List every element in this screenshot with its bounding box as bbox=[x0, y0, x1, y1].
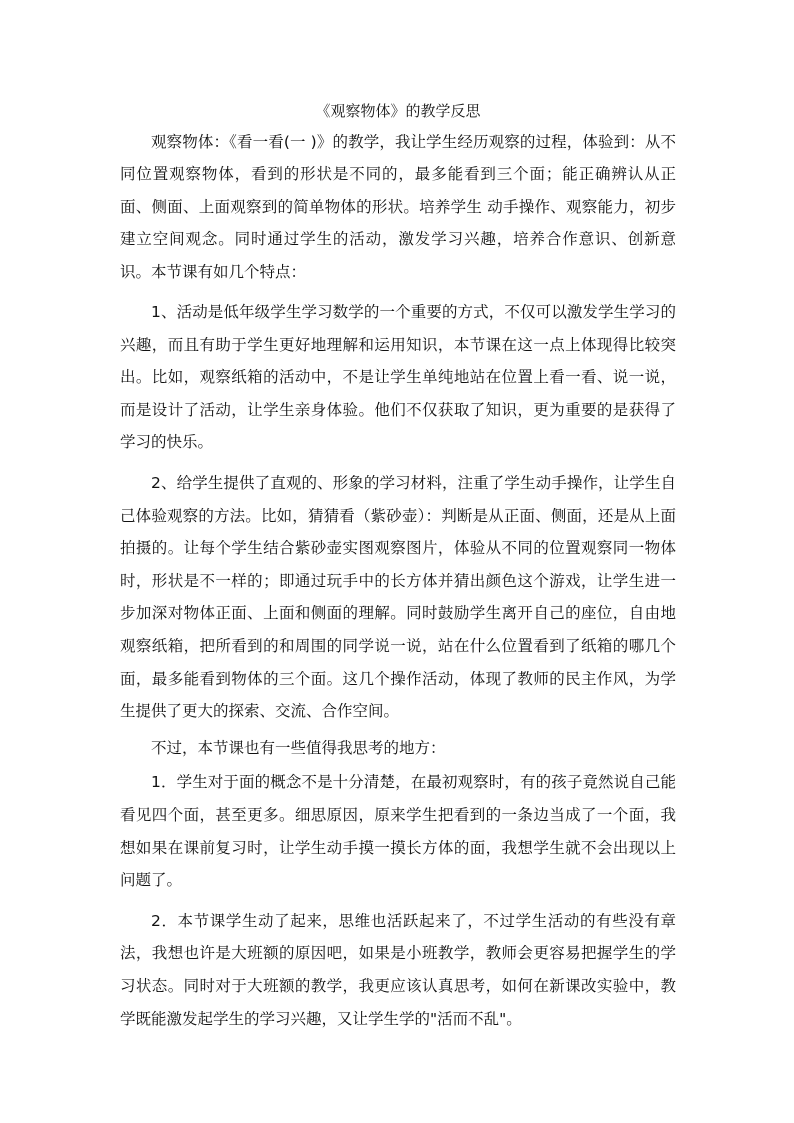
document-title: 《观察物体》的教学反思 bbox=[315, 102, 481, 120]
paragraph-feature-1: 1、活动是低年级学生学习数学的一个重要的方式，不仅可以激发学生学习的兴趣，而且有助于学生更好地理解和运用知识，本节课在这一点上体现得比较突出。比如，观察纸箱的活动中，不是让学生单纯地站在位置上看一看、说一说，而是设计了活动，让学生亲身体验。他们不仅获取了知识，更为重要的是获得了学习的快乐。 bbox=[120, 303, 676, 452]
paragraph-reflection-intro: 不过，本节课也有一些值得我思考的地方： bbox=[151, 738, 446, 757]
paragraph-reflection-2: 2．本节课学生动了起来，思维也活跃起来了，不过学生活动的有些没有章法，我想也许是大班额的原因吧，如果是小班教学，教师会更容易把握学生的学习状态。同时对于大班额的教学，我更应该认真思考，如何在新课改实验中，教学既能激发起学生的学习兴趣，又让学生学的"活而不乱"。 bbox=[120, 911, 676, 1028]
document-body bbox=[120, 99, 676, 1035]
paragraph-intro: 观察物体：《看一看(一 )》的教学，我让学生经历观察的过程，体验到：从不同位置观察物体，看到的形状是不同的，最多能看到三个面；能正确辨认从正面、侧面、上面观察到的简单物体的形状。培养学生 动手操作、观察能力，初步建立空间观念。同时通过学生的活动，激发学习兴趣，培养合作意识、创新意识。本节课有如几个特点： bbox=[120, 133, 676, 281]
paragraph-reflection-1: 1．学生对于面的概念不是十分清楚，在最初观察时，有的孩子竟然说自己能看见四个面，甚至更多。细思原因，原来学生把看到的一条边当成了一个面，我想如果在课前复习时，让学生动手摸一摸长方体的面，我想学生就不会出现以上问题了。 bbox=[120, 773, 676, 890]
paragraph-feature-2: 2、给学生提供了直观的、形象的学习材料，注重了学生动手操作，让学生自己体验观察的方法。比如，猜猜看（紫砂壶）：判断是从正面、侧面，还是从上面拍摄的。让每个学生结合紫砂壶实图观察图片，体验从不同的位置观察同一物体时，形状是不一样的；即通过玩手中的长方体并猜出颜色这个游戏，让学生进一步加深对物体正面、上面和侧面的理解。同时鼓励学生离开自己的座位，自由地观察纸箱，把所看到的和周围的同学说一说，站在什么位置看到了纸箱的哪几个面，最多能看到物体的三个面。这几个操作活动，体现了教师的民主作风，为学生提供了更大的探索、交流、合作空间。 bbox=[120, 474, 676, 721]
